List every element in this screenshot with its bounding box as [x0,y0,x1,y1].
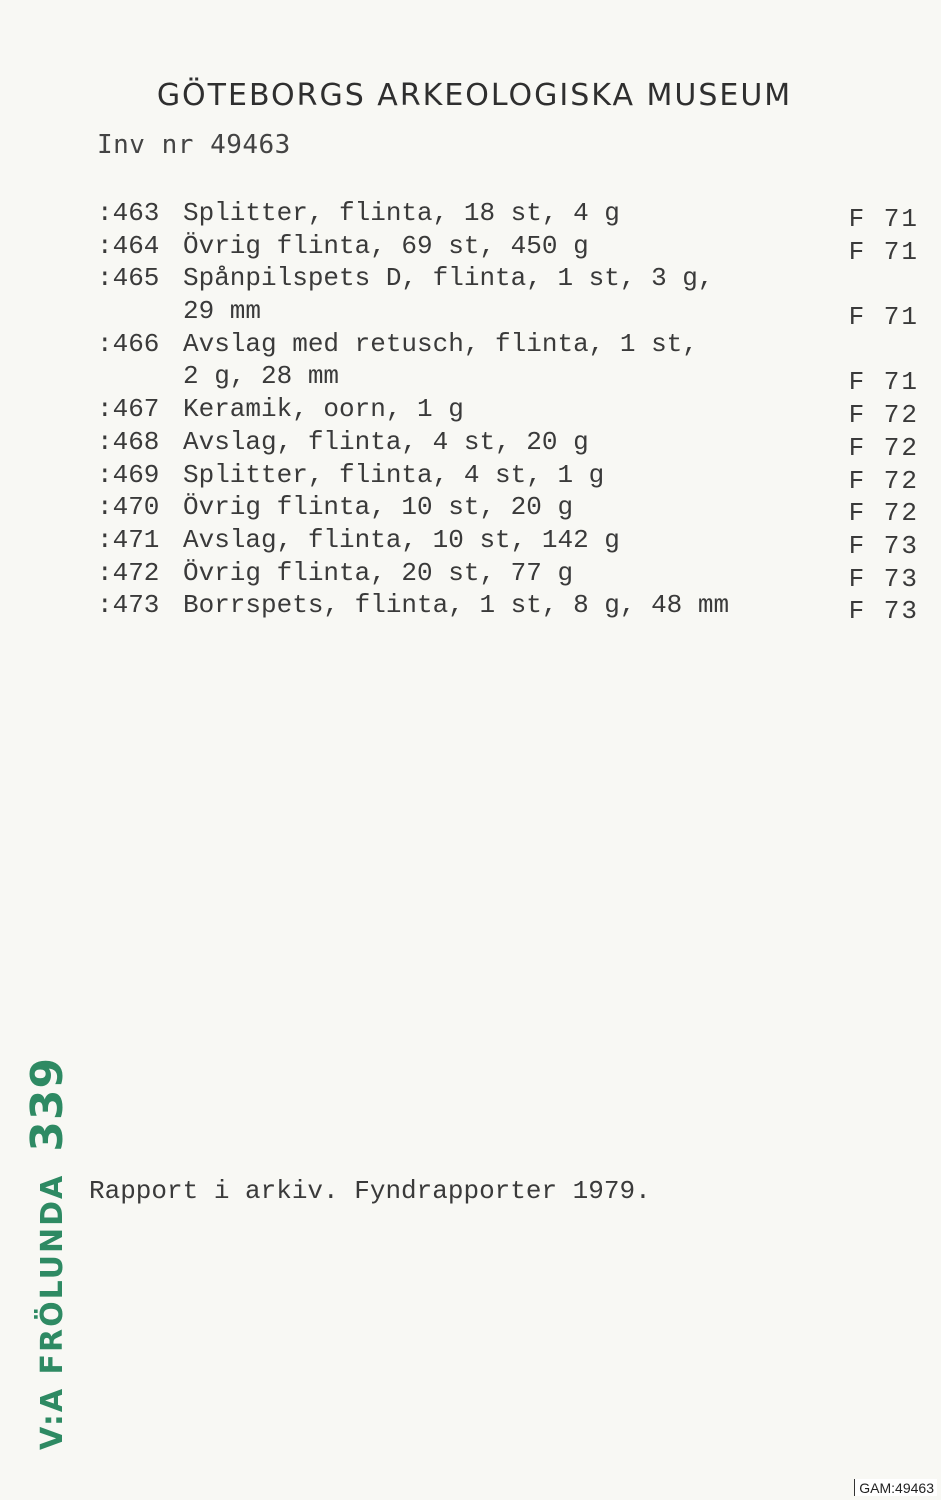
entry-row [97,589,927,627]
entry-description: Splitter, flinta, 18 st, 4 g [183,198,620,228]
museum-title: GÖTEBORGS ARKEOLOGISKA MUSEUM [156,78,793,113]
entry-row [97,491,927,529]
entry-number: :464 [97,230,160,261]
entry-reference: F 73 [848,530,919,561]
site-stamp [22,1057,73,1450]
entry-description: Övrig flinta, 69 st, 450 g [183,230,589,261]
report-note: Rapport i arkiv. Fyndrapporter 1979. [89,1176,651,1206]
entry-reference: F 71 [848,302,919,333]
entry-description: 29 mm [183,296,262,327]
entry-row [97,524,927,561]
entry-reference: F 72 [848,465,919,496]
entry-reference: F 72 [848,498,919,529]
entry-reference: F 72 [848,432,919,463]
entry-row [97,328,927,361]
stamp-place: V:A FRÖLUNDA [35,1173,70,1450]
entry-list [97,197,927,627]
entry-reference: F 71 [848,236,919,267]
entry-description: Avslag med retusch, flinta, 1 st, [183,328,698,359]
entry-number: :472 [97,557,160,588]
entry-number: :463 [97,198,160,228]
entry-row [97,262,927,295]
entry-number: :470 [97,492,160,523]
entry-row [97,360,927,398]
entry-description: Övrig flinta, 10 st, 20 g [183,492,574,523]
entry-row [97,197,927,234]
entry-number: :473 [97,590,160,621]
entry-reference: F 71 [848,367,919,398]
entry-row [97,295,927,333]
entry-description: Spånpilspets D, flinta, 1 st, 3 g, [183,263,714,294]
entry-row [97,557,927,594]
entry-description: Avslag, flinta, 4 st, 20 g [183,426,589,457]
entry-reference: F 71 [848,204,919,234]
entry-number: :465 [97,263,160,294]
catalog-id-label: GAM:49463 [854,1479,937,1496]
entry-number: :471 [97,524,160,555]
entry-reference: F 73 [848,563,919,594]
entry-reference: F 72 [848,400,919,431]
entry-number: :467 [97,394,160,425]
entry-number: :468 [97,426,160,457]
entry-description: Avslag, flinta, 10 st, 142 g [183,524,620,555]
inventory-number: Inv nr 49463 [97,130,291,160]
entry-description: Övrig flinta, 20 st, 77 g [183,557,574,588]
entry-description: Keramik, oorn, 1 g [183,394,464,425]
entry-row [97,393,927,431]
entry-row [97,426,927,463]
entry-row [97,459,927,496]
stamp-number: 339 [22,1056,73,1152]
entry-number: :466 [97,328,160,359]
entry-description: Splitter, flinta, 4 st, 1 g [183,459,605,490]
entry-number: :469 [97,459,160,490]
entry-reference: F 73 [848,596,919,627]
entry-description: 2 g, 28 mm [183,361,340,392]
entry-row [97,230,927,267]
entry-description: Borrspets, flinta, 1 st, 8 g, 48 mm [183,590,730,621]
